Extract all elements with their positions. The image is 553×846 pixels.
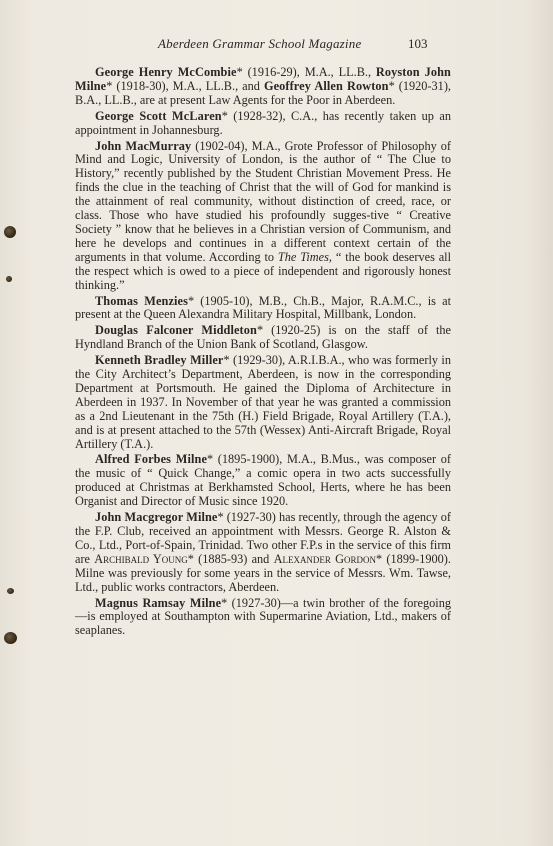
binding-hole-1: [4, 226, 16, 238]
entry-paragraph: [75, 66, 451, 108]
binding-hole-4: [4, 632, 17, 644]
person-name: Kenneth Bradley Miller: [95, 353, 224, 368]
entry-paragraph: [75, 597, 451, 639]
entry-text: * (1920-25) is on the staff of the Hyndland Branch of the Union Bank of Scotland, Glasgow.: [75, 323, 451, 352]
entry-paragraph: [75, 453, 451, 509]
entry-text: * (1895-1900), M.A., B.Mus., was composer of the music of “ Quick Change,” a comic opera in two acts successfully produced at Christmas at Berkhamsted School, Herts, where he has been Organist and Director of Music since 1920.: [75, 452, 451, 509]
entry-paragraph: [75, 511, 451, 594]
entry-text: “ the book deserves all the respect which is owed to a piece of independent and rigorously honest thinking.”: [75, 249, 452, 292]
entry-paragraph: [75, 295, 451, 323]
entry-text: * (1920-31), B.A., LL.B., are at present Law Agents for the Poor in Aberdeen.: [75, 78, 451, 107]
entry-paragraph: [75, 354, 451, 451]
person-name: George Henry McCombie: [95, 65, 237, 79]
person-name: John Macgregor Milne: [95, 510, 218, 525]
entry-paragraph: [75, 110, 451, 138]
binding-hole-3: [7, 588, 14, 594]
entry-text: * (1928-32), C.A., has recently taken up an appointment in Johannesburg.: [75, 108, 452, 137]
person-name: Royston John Milne: [75, 65, 451, 93]
person-name: Magnus Ramsay Milne: [95, 595, 222, 610]
entry-text: * (1929-30), A.R.I.B.A., who was formerly in the City Architect’s Department, Aberdeen, is now in the corresponding Department at Portsmouth. He gained the Diploma of Architecture in Aberdeen in 1937. In November of that year he was granted a commission as a 2nd Lieutenant in the 75th (H.) Field Brigade, Royal Artillery (T.A.), and is at present attached to the 57th (Wessex) Anti-Aircraft Brigade, Royal Artillery (T.A.).: [75, 353, 451, 451]
running-header: [0, 36, 553, 56]
page-edge-shadow: [525, 0, 553, 846]
entry-text: * (1916-29), M.A., LL.B.,: [236, 65, 376, 79]
page-number: 103: [408, 36, 428, 51]
person-name: George Scott McLaren: [95, 108, 222, 123]
running-title: Aberdeen Grammar School Magazine: [158, 36, 362, 51]
italic-title: The Times,: [277, 249, 333, 264]
binding-hole-2: [6, 276, 12, 282]
person-name-small-caps: Archibald Young: [94, 551, 188, 566]
person-name: John MacMurray: [95, 138, 192, 153]
person-name: Geoffrey Allen Rowton: [263, 78, 389, 93]
person-name: Alfred Forbes Milne: [95, 452, 208, 467]
entry-text: * (1918-30), M.A., LL.B., and: [106, 78, 264, 93]
entry-text: * (1899-1900). Milne was previously for some years in the service of Messrs. Wm. Tawse, Ltd., public works contractors, Aberdeen.: [75, 551, 451, 594]
entry-paragraph: [75, 324, 451, 352]
body-text: [75, 66, 451, 640]
entry-paragraph: [75, 140, 451, 293]
person-name-small-caps: Alexander Gordon: [273, 551, 377, 566]
entry-text: * (1927-30) has recently, through the agency of the F.P. Club, received an appointment with Messrs. George R. Alston & Co., Ltd., Port-of-Spain, Trinidad. Two other F.P.s in the service of this firm are: [75, 510, 451, 566]
entry-text: * (1885-93) and: [187, 551, 274, 566]
entry-text: * (1905-10), M.B., Ch.B., Major, R.A.M.C., is at present at the Queen Alexandra Military Hospital, Millbank, London.: [75, 293, 451, 322]
entry-text: (1902-04), M.A., Grote Professor of Philosophy of Mind and Logic, University of London, is the author of “ The Clue to History,” recently published by the Student Christian Movement Press. He finds the clue in the teaching of Christ that the will of God for mankind is the attainment of real community, without distinction of creed, race, or class. Those who have studied his profoundly sugges-tive “ Creative Society ” know that he believes in a Christian version of Communism, and here he develops and continues in a different context certain of the arguments in that volume. According to: [75, 138, 452, 264]
person-name: Douglas Falconer Middleton: [95, 323, 257, 338]
entry-text: * (1927-30)—a twin brother of the foregoing—is employed at Southampton with Supermarine Aviation, Ltd., makers of seaplanes.: [75, 595, 451, 638]
person-name: Thomas Menzies: [95, 293, 188, 308]
